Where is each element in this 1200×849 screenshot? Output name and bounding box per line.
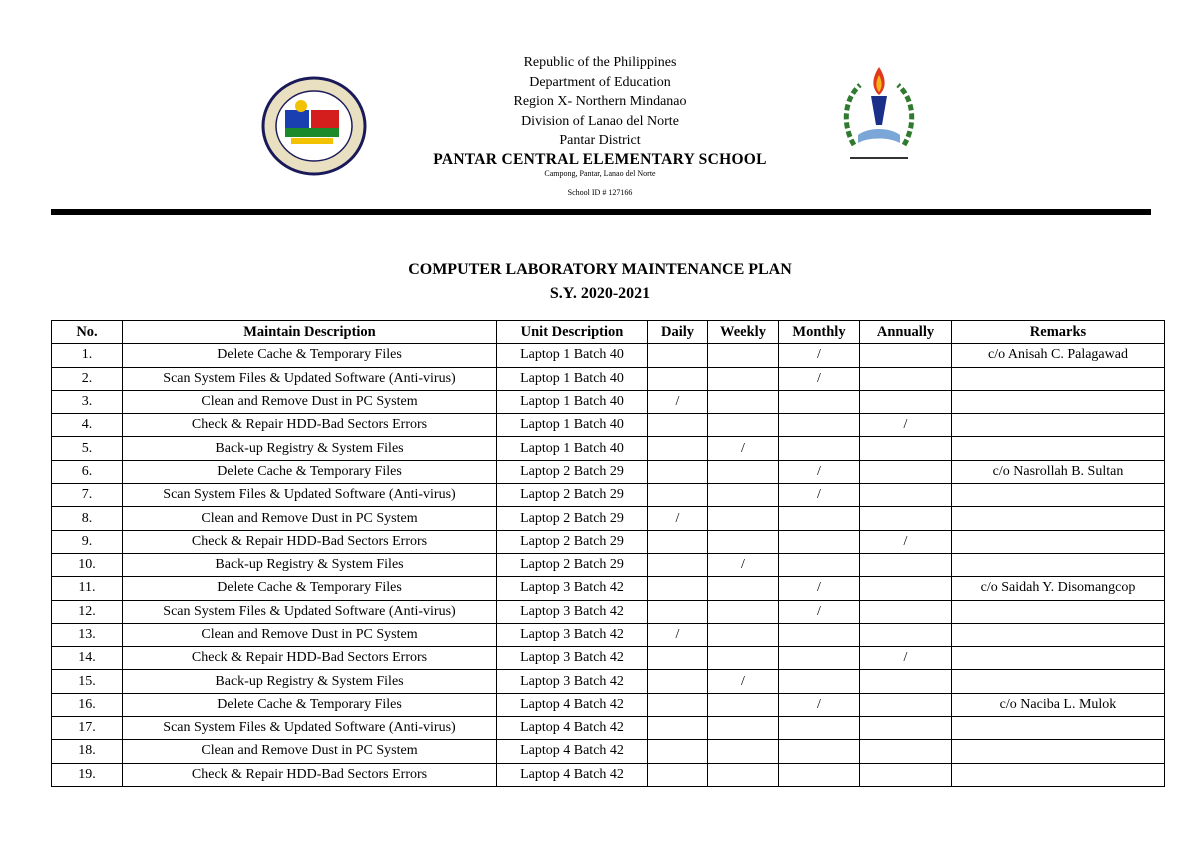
table-row — [52, 600, 1165, 623]
cell-annually — [860, 553, 952, 576]
cell-weekly — [708, 623, 779, 646]
cell-annually: / — [860, 414, 952, 437]
cell-remarks — [952, 530, 1165, 553]
table-row — [52, 763, 1165, 786]
cell-unit-description: Laptop 1 Batch 40 — [497, 390, 648, 413]
cell-weekly: / — [708, 437, 779, 460]
cell-remarks — [952, 623, 1165, 646]
table-row — [52, 460, 1165, 483]
cell-no: 18. — [52, 740, 123, 763]
cell-maintain-description: Back-up Registry & System Files — [123, 437, 497, 460]
cell-annually — [860, 693, 952, 716]
cell-daily — [648, 577, 708, 600]
cell-weekly — [708, 414, 779, 437]
cell-maintain-description: Back-up Registry & System Files — [123, 670, 497, 693]
cell-maintain-description: Clean and Remove Dust in PC System — [123, 390, 497, 413]
cell-annually: / — [860, 530, 952, 553]
cell-weekly — [708, 717, 779, 740]
cell-maintain-description: Scan System Files & Updated Software (Anti-virus) — [123, 600, 497, 623]
table-row — [52, 740, 1165, 763]
cell-no: 8. — [52, 507, 123, 530]
header-line-region: Region X- Northern Mindanao — [513, 94, 687, 110]
document-title — [0, 258, 1200, 306]
cell-unit-description: Laptop 3 Batch 42 — [497, 647, 648, 670]
cell-weekly — [708, 577, 779, 600]
cell-monthly: / — [779, 693, 860, 716]
cell-unit-description: Laptop 4 Batch 42 — [497, 763, 648, 786]
table-row — [52, 437, 1165, 460]
cell-daily — [648, 647, 708, 670]
cell-monthly: / — [779, 577, 860, 600]
cell-remarks — [952, 414, 1165, 437]
cell-unit-description: Laptop 2 Batch 29 — [497, 553, 648, 576]
cell-maintain-description: Scan System Files & Updated Software (Anti-virus) — [123, 484, 497, 507]
cell-monthly: / — [779, 344, 860, 367]
cell-annually — [860, 344, 952, 367]
cell-daily — [648, 763, 708, 786]
cell-no: 7. — [52, 484, 123, 507]
table-row — [52, 647, 1165, 670]
col-header-daily: Daily — [648, 321, 708, 344]
cell-remarks — [952, 390, 1165, 413]
cell-no: 19. — [52, 763, 123, 786]
cell-unit-description: Laptop 2 Batch 29 — [497, 484, 648, 507]
header-line-division: Division of Lanao del Norte — [521, 113, 679, 129]
table-header-row — [52, 321, 1165, 344]
cell-monthly — [779, 437, 860, 460]
table-body — [52, 344, 1165, 787]
cell-daily — [648, 693, 708, 716]
cell-monthly — [779, 623, 860, 646]
cell-monthly — [779, 670, 860, 693]
cell-unit-description: Laptop 3 Batch 42 — [497, 577, 648, 600]
table-row — [52, 344, 1165, 367]
cell-no: 15. — [52, 670, 123, 693]
cell-unit-description: Laptop 4 Batch 42 — [497, 740, 648, 763]
cell-unit-description: Laptop 1 Batch 40 — [497, 414, 648, 437]
cell-weekly — [708, 344, 779, 367]
cell-daily — [648, 670, 708, 693]
cell-unit-description: Laptop 1 Batch 40 — [497, 344, 648, 367]
cell-annually — [860, 763, 952, 786]
cell-monthly: / — [779, 484, 860, 507]
cell-unit-description: Laptop 2 Batch 29 — [497, 460, 648, 483]
cell-annually — [860, 437, 952, 460]
table-row — [52, 530, 1165, 553]
cell-unit-description: Laptop 1 Batch 40 — [497, 437, 648, 460]
header-line-district: Pantar District — [559, 133, 641, 149]
cell-monthly — [779, 507, 860, 530]
cell-monthly — [779, 740, 860, 763]
cell-weekly — [708, 763, 779, 786]
cell-maintain-description: Clean and Remove Dust in PC System — [123, 623, 497, 646]
cell-annually — [860, 600, 952, 623]
cell-monthly — [779, 763, 860, 786]
col-header-unit-description: Unit Description — [497, 321, 648, 344]
col-header-annually: Annually — [860, 321, 952, 344]
cell-remarks — [952, 740, 1165, 763]
cell-no: 13. — [52, 623, 123, 646]
cell-remarks: c/o Anisah C. Palagawad — [952, 344, 1165, 367]
table-row — [52, 507, 1165, 530]
cell-no: 14. — [52, 647, 123, 670]
cell-maintain-description: Clean and Remove Dust in PC System — [123, 507, 497, 530]
letterhead — [0, 53, 1200, 198]
cell-weekly — [708, 693, 779, 716]
cell-daily: / — [648, 507, 708, 530]
header-divider-rule — [51, 209, 1151, 215]
cell-remarks — [952, 367, 1165, 390]
cell-remarks: c/o Nasrollah B. Sultan — [952, 460, 1165, 483]
cell-no: 2. — [52, 367, 123, 390]
cell-annually — [860, 670, 952, 693]
cell-no: 16. — [52, 693, 123, 716]
cell-weekly: / — [708, 553, 779, 576]
cell-daily: / — [648, 623, 708, 646]
cell-remarks — [952, 717, 1165, 740]
cell-no: 4. — [52, 414, 123, 437]
cell-weekly — [708, 740, 779, 763]
table-row — [52, 367, 1165, 390]
cell-daily — [648, 367, 708, 390]
cell-unit-description: Laptop 3 Batch 42 — [497, 600, 648, 623]
cell-no: 17. — [52, 717, 123, 740]
cell-annually — [860, 390, 952, 413]
cell-maintain-description: Scan System Files & Updated Software (Anti-virus) — [123, 367, 497, 390]
cell-monthly — [779, 717, 860, 740]
cell-daily — [648, 437, 708, 460]
cell-unit-description: Laptop 4 Batch 42 — [497, 717, 648, 740]
col-header-weekly: Weekly — [708, 321, 779, 344]
cell-unit-description: Laptop 2 Batch 29 — [497, 507, 648, 530]
cell-weekly — [708, 507, 779, 530]
cell-daily: / — [648, 390, 708, 413]
cell-maintain-description: Clean and Remove Dust in PC System — [123, 740, 497, 763]
document-title-school-year: S.Y. 2020-2021 — [549, 285, 651, 302]
cell-annually — [860, 484, 952, 507]
cell-remarks — [952, 600, 1165, 623]
cell-no: 3. — [52, 390, 123, 413]
cell-daily — [648, 344, 708, 367]
cell-weekly — [708, 530, 779, 553]
cell-unit-description: Laptop 2 Batch 29 — [497, 530, 648, 553]
cell-monthly — [779, 414, 860, 437]
cell-weekly — [708, 367, 779, 390]
cell-daily — [648, 553, 708, 576]
cell-maintain-description: Delete Cache & Temporary Files — [123, 577, 497, 600]
cell-annually — [860, 507, 952, 530]
cell-weekly — [708, 390, 779, 413]
cell-annually — [860, 577, 952, 600]
cell-monthly: / — [779, 600, 860, 623]
table-row — [52, 390, 1165, 413]
cell-no: 6. — [52, 460, 123, 483]
cell-daily — [648, 530, 708, 553]
cell-remarks — [952, 437, 1165, 460]
cell-maintain-description: Delete Cache & Temporary Files — [123, 693, 497, 716]
cell-annually — [860, 717, 952, 740]
cell-annually — [860, 740, 952, 763]
col-header-monthly: Monthly — [779, 321, 860, 344]
table-row — [52, 623, 1165, 646]
cell-weekly — [708, 600, 779, 623]
cell-remarks — [952, 647, 1165, 670]
cell-unit-description: Laptop 4 Batch 42 — [497, 693, 648, 716]
cell-weekly — [708, 484, 779, 507]
cell-unit-description: Laptop 3 Batch 42 — [497, 623, 648, 646]
cell-monthly — [779, 647, 860, 670]
cell-remarks — [952, 484, 1165, 507]
cell-monthly — [779, 530, 860, 553]
cell-no: 12. — [52, 600, 123, 623]
cell-daily — [648, 460, 708, 483]
cell-maintain-description: Delete Cache & Temporary Files — [123, 344, 497, 367]
cell-monthly — [779, 390, 860, 413]
school-id: School ID # 127166 — [567, 187, 633, 197]
table-row — [52, 693, 1165, 716]
cell-maintain-description: Check & Repair HDD-Bad Sectors Errors — [123, 414, 497, 437]
table-row — [52, 717, 1165, 740]
cell-remarks — [952, 670, 1165, 693]
table-row — [52, 577, 1165, 600]
cell-no: 11. — [52, 577, 123, 600]
table-row — [52, 414, 1165, 437]
cell-annually — [860, 460, 952, 483]
cell-daily — [648, 740, 708, 763]
school-address: Campong, Pantar, Lanao del Norte — [544, 168, 656, 178]
cell-annually: / — [860, 647, 952, 670]
cell-maintain-description: Delete Cache & Temporary Files — [123, 460, 497, 483]
deped-torch-laurel-logo-icon — [838, 63, 920, 167]
cell-monthly: / — [779, 367, 860, 390]
header-line-republic: Republic of the Philippines — [523, 55, 677, 70]
cell-annually — [860, 367, 952, 390]
cell-daily — [648, 484, 708, 507]
header-line-department: Department of Education — [529, 74, 671, 90]
cell-annually — [860, 623, 952, 646]
col-header-maintain-description: Maintain Description — [123, 321, 497, 344]
school-name: PANTAR CENTRAL ELEMENTARY SCHOOL — [433, 150, 767, 168]
cell-maintain-description: Check & Repair HDD-Bad Sectors Errors — [123, 530, 497, 553]
cell-remarks — [952, 553, 1165, 576]
cell-remarks — [952, 507, 1165, 530]
cell-no: 10. — [52, 553, 123, 576]
cell-daily — [648, 717, 708, 740]
cell-weekly — [708, 460, 779, 483]
cell-remarks — [952, 763, 1165, 786]
document-title-line1: COMPUTER LABORATORY MAINTENANCE PLAN — [408, 261, 792, 278]
cell-daily — [648, 600, 708, 623]
table-row — [52, 670, 1165, 693]
cell-maintain-description: Scan System Files & Updated Software (Anti-virus) — [123, 717, 497, 740]
maintenance-plan-table — [51, 320, 1165, 787]
cell-maintain-description: Back-up Registry & System Files — [123, 553, 497, 576]
cell-no: 1. — [52, 344, 123, 367]
cell-maintain-description: Check & Repair HDD-Bad Sectors Errors — [123, 647, 497, 670]
table-row — [52, 484, 1165, 507]
cell-monthly: / — [779, 460, 860, 483]
cell-weekly — [708, 647, 779, 670]
cell-remarks: c/o Naciba L. Mulok — [952, 693, 1165, 716]
col-header-no: No. — [52, 321, 123, 344]
cell-maintain-description: Check & Repair HDD-Bad Sectors Errors — [123, 763, 497, 786]
cell-remarks: c/o Saidah Y. Disomangcop — [952, 577, 1165, 600]
table-row — [52, 553, 1165, 576]
cell-monthly — [779, 553, 860, 576]
cell-daily — [648, 414, 708, 437]
cell-unit-description: Laptop 3 Batch 42 — [497, 670, 648, 693]
cell-unit-description: Laptop 1 Batch 40 — [497, 367, 648, 390]
cell-weekly: / — [708, 670, 779, 693]
cell-no: 5. — [52, 437, 123, 460]
col-header-remarks: Remarks — [952, 321, 1165, 344]
cell-no: 9. — [52, 530, 123, 553]
